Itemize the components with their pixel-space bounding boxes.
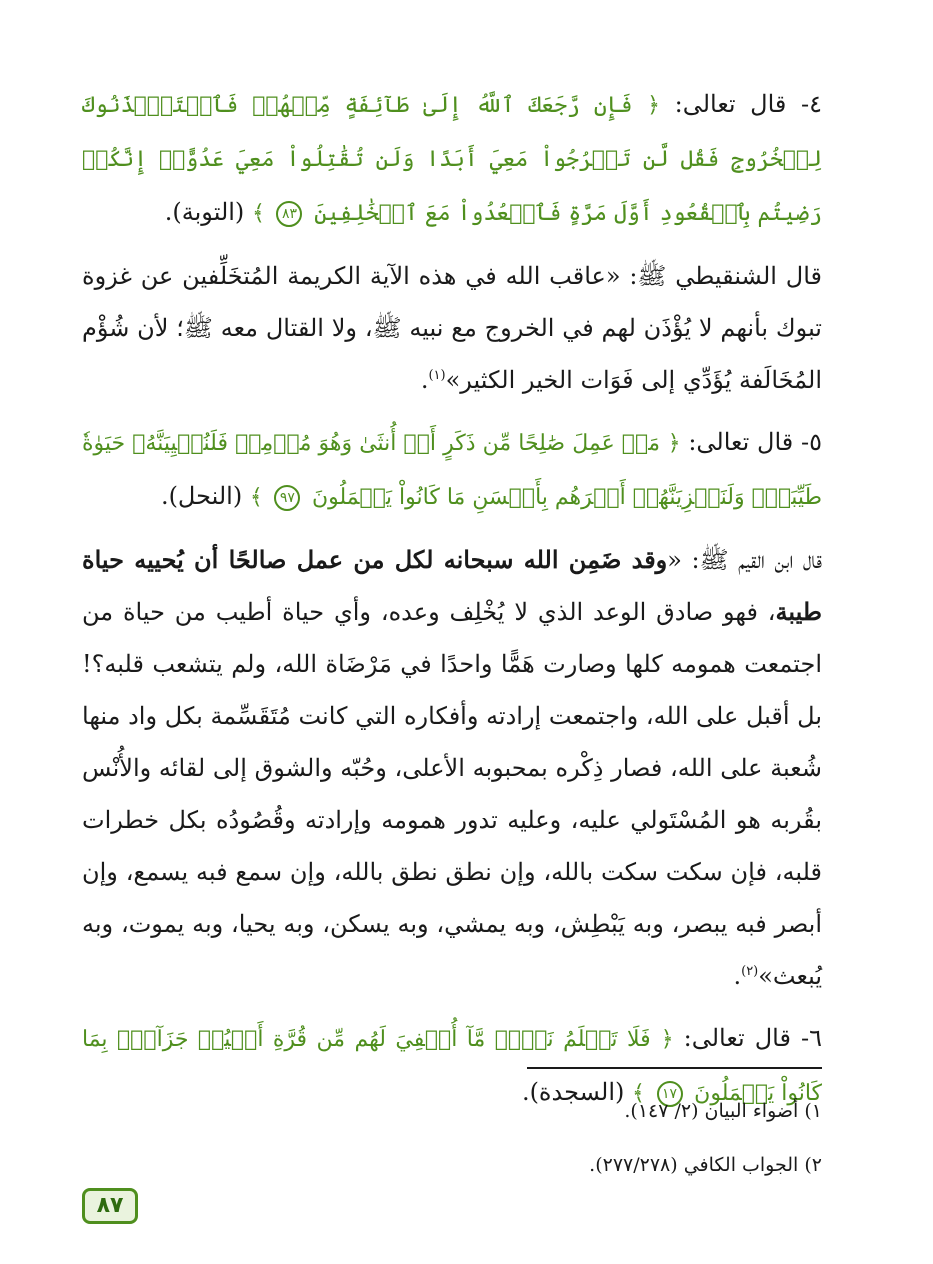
page-number: ٨٧ xyxy=(82,1188,138,1224)
footnote-2: ٢) الجواب الكافي (٢٧٧/٢٧٨). xyxy=(589,1154,822,1176)
verse-5-intro: ٥- قال تعالى: xyxy=(680,428,822,456)
paragraph-shanqiti-quote xyxy=(82,250,822,406)
paragraph-verse-4 xyxy=(82,78,822,240)
footnotes xyxy=(82,1084,822,1192)
verse-6-text: فَلَا تَعۡلَمُ نَفۡسٞ مَّآ أُخۡفِيَ لَهُم مِّن قُرَّةِ أَعۡيُنٖ جَزَآءَۢ بِمَا كَانُواْ يَعۡمَلُونَ xyxy=(82,1027,822,1106)
ibn-qayyim-end: . xyxy=(733,962,742,990)
paragraph-ibn-qayyim-quote xyxy=(82,534,822,1002)
verse-4-ayah-number: ٨٣ xyxy=(276,201,302,227)
footnote-ref-1[interactable]: (١) xyxy=(428,368,446,383)
ibn-qayyim-bold-text: وقد ضَمِن الله سبحانه لكل من عمل صالحًا أن يُحييه حياة طيبة xyxy=(82,545,822,626)
verse-5-close-bracket: ﴾ xyxy=(249,485,263,510)
footnote-ref-2[interactable]: (٢) xyxy=(741,964,759,979)
verse-6-ayah-number: ١٧ xyxy=(657,1081,683,1107)
shanqiti-quote-text: قال الشنقيطي ﷺ: «عاقب الله في هذه الآية الكريمة المُتخَلِّفين عن غزوة تبوك بأنهم لا يُؤْذَن لهم في الخروج مع نبيه ﷺ، ولا القتال معه ﷺ؛ لأن شُؤْم المُخَالَفة يُؤَدِّي إلى فَوَات الخير الكثير» xyxy=(82,262,822,394)
page-body xyxy=(82,78,822,1130)
ibn-qayyim-intro: قال ابن القيم ﷺ: « xyxy=(667,546,823,574)
verse-6-close-bracket: ﴾ xyxy=(632,1081,645,1106)
verse-5-ayah-number: ٩٧ xyxy=(274,485,300,511)
shanqiti-quote-end: . xyxy=(420,366,429,394)
verse-4-open-bracket: ﴿ xyxy=(647,93,661,118)
verse-4-text: فَإِن رَّجَعَكَ ٱللَّهُ إِلَىٰ طَآئِفَةٍ مِّنۡهُمۡ فَٱسۡتَـٔۡذَنُوكَ لِلۡخُرُوجِ فَقُل لَّن تَخۡرُجُواْ مَعِيَ أَبَدًا وَلَن تُقَٰتِلُواْ مَعِيَ عَدُوًّاۖ إِنَّكُمۡ رَضِيتُم بِٱلۡقُعُودِ أَوَّلَ مَرَّةٍ فَٱقۡعُدُواْ مَعَ ٱلۡخَٰلِفِينَ xyxy=(82,93,822,226)
verse-4-source: (التوبة). xyxy=(164,198,245,226)
ibn-qayyim-text: ، فهو صادق الوعد الذي لا يُخْلِف وعده، وأي حياة أطيب من حياة من اجتمعت همومه كلها وصارت هَمًّا واحدًا في مَرْضَاة الله، ولم يتشعب قلبه؟! بل أقبل على الله، واجتمعت إرادته وأفكاره التي كانت مُتَقَسِّمة بكل واد منها شُعبة على الله، فصار ذِكْره بمحبوبه الأعلى، وحُبّه والشوق إلى لقائه والأُنْس بقُربه هو المُسْتَولي عليه، وعليه تدور همومه وإرادته وقُصُودُه بكل خطرات قلبه، فإن سكت سكت بالله، وإن نطق نطق بالله، وإن سمع فبه يسمع، وإن أبصر فبه يبصر، وبه يَبْطِش، وبه يمشي، وبه يسكن، وبه يحيا، وبه يموت، وبه يُبعث» xyxy=(82,598,822,990)
footnote-separator xyxy=(527,1067,822,1069)
verse-4-close-bracket: ﴾ xyxy=(251,201,265,226)
verse-5-open-bracket: ﴿ xyxy=(667,431,681,456)
paragraph-verse-5 xyxy=(82,416,822,524)
verse-4-intro: ٤- قال تعالى: xyxy=(660,90,822,118)
verse-5-text: مَنۡ عَمِلَ صَٰلِحًا مِّن ذَكَرٍ أَوۡ أُنثَىٰ وَهُوَ مُؤۡمِنٞ فَلَنُحۡيِيَنَّهُۥ حَيَوٰةٗ طَيِّبَةٗۖ وَلَنَجۡزِيَنَّهُمۡ أَجۡرَهُم بِأَحۡسَنِ مَا كَانُواْ يَعۡمَلُونَ xyxy=(82,431,822,510)
verse-5-source: (النحل). xyxy=(160,482,243,510)
verse-6-open-bracket: ﴿ xyxy=(660,1027,674,1052)
verse-6-intro: ٦- قال تعالى: xyxy=(673,1024,822,1052)
verse-6-source: (السجدة). xyxy=(521,1078,625,1106)
footnote-1: ١) أضواء البيان (٢/ ١٤٧). xyxy=(624,1100,822,1122)
